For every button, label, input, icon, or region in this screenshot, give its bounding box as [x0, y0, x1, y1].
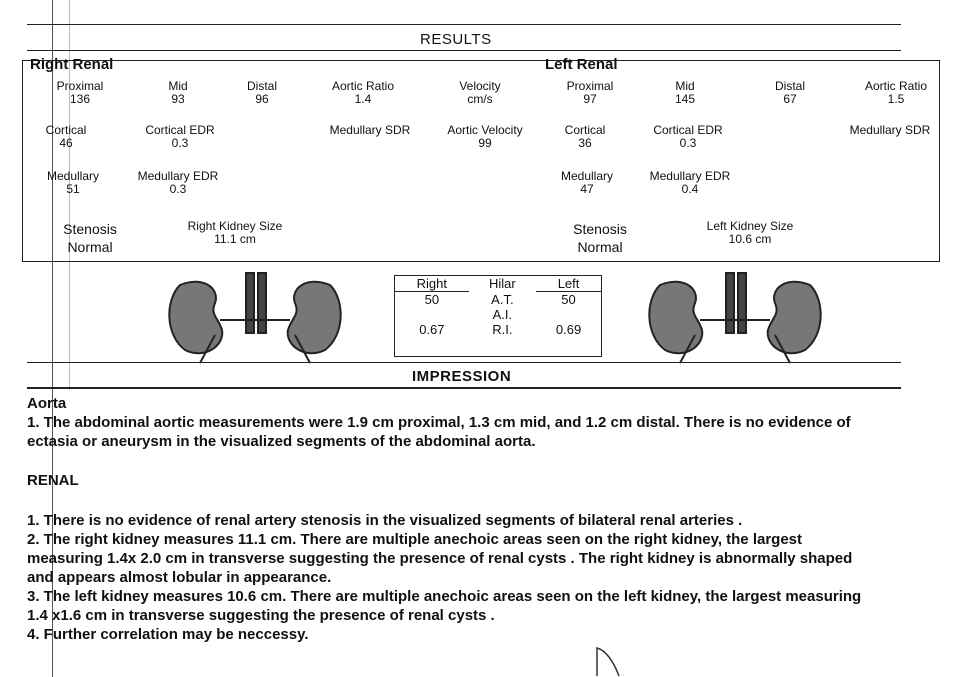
hilar-table — [395, 276, 601, 337]
renal-line-2: 2. The right kidney measures 11.1 cm. There are multiple anechoic areas seen on the right kidney, the largest — [27, 531, 803, 548]
renal-line-3: measuring 1.4x 2.0 cm in transverse suggesting the presence of renal cysts . The right kidney is abnormally shaped — [27, 550, 853, 567]
table-cell — [536, 307, 601, 322]
kidneys-illustration-left — [640, 265, 830, 365]
right-renal-heading: Right Renal — [30, 56, 114, 73]
results-title: RESULTS — [420, 31, 492, 48]
hilar-header-right: Right — [395, 276, 469, 292]
aortic-velocity: Aortic Velocity 99 — [447, 123, 523, 150]
table-cell: A.T. — [491, 291, 514, 307]
velocity-unit: Velocity cm/s — [459, 79, 501, 106]
left-medullary-edr: Medullary EDR 0.4 — [649, 169, 731, 196]
hilar-header-hilar: Hilar — [489, 276, 516, 292]
right-mid: Mid 93 — [168, 79, 188, 106]
table-cell: 0.67 — [419, 322, 445, 337]
left-medullary: Medullary 47 — [560, 169, 614, 196]
left-medullary-sdr: Medullary SDR — [849, 123, 931, 137]
signature-mark — [585, 640, 645, 677]
impression-top-rule — [27, 362, 901, 363]
right-medullary-edr: Medullary EDR 0.3 — [137, 169, 219, 196]
renal-line-7: 4. Further correlation may be neccessy. — [27, 626, 309, 643]
table-cell: 50 — [561, 292, 576, 307]
right-distal: Distal 96 — [246, 79, 277, 106]
right-cortical-edr: Cortical EDR 0.3 — [145, 123, 215, 150]
renal-line-5: 3. The left kidney measures 10.6 cm. There are multiple anechoic areas seen on the left kidney, the largest measuring — [27, 588, 862, 605]
left-proximal: Proximal 97 — [566, 79, 614, 106]
left-cortical: Cortical 36 — [564, 123, 606, 150]
right-cortical: Cortical 46 — [45, 123, 87, 150]
left-kidney-size: Left Kidney Size 10.6 cm — [706, 219, 794, 246]
table-cell: A.I. — [492, 307, 513, 322]
left-aortic-ratio: Aortic Ratio 1.5 — [864, 79, 928, 106]
right-proximal: Proximal 136 — [56, 79, 104, 106]
table-row — [395, 322, 601, 337]
renal-line-1: 1. There is no evidence of renal artery stenosis in the visualized segments of bilateral renal arteries . — [27, 512, 743, 529]
aorta-heading: Aorta — [27, 395, 67, 412]
table-cell: 50 — [424, 292, 440, 307]
renal-heading: RENAL — [27, 472, 79, 489]
right-stenosis: Stenosis Normal — [63, 221, 117, 255]
hilar-table-box — [394, 275, 602, 357]
aorta-line-1: 1. The abdominal aortic measurements were 1.9 cm proximal, 1.3 cm mid, and 1.2 cm distal. There is no evidence of — [27, 414, 851, 431]
kidneys-illustration-right — [160, 265, 350, 365]
hilar-header-left: Left — [536, 276, 601, 292]
table-cell: 0.69 — [555, 322, 582, 337]
right-aortic-ratio: Aortic Ratio 1.4 — [331, 79, 395, 106]
impression-title: IMPRESSION — [412, 368, 512, 385]
left-cortical-edr: Cortical EDR 0.3 — [653, 123, 723, 150]
impression-bottom-rule — [27, 387, 901, 389]
results-bottom-rule — [27, 50, 901, 51]
aorta-line-2: ectasia or aneurysm in the visualized segments of the abdominal aorta. — [27, 433, 536, 450]
table-row — [395, 307, 601, 322]
right-kidney-size: Right Kidney Size 11.1 cm — [187, 219, 283, 246]
renal-line-6: 1.4 x1.6 cm in transverse suggesting the presence of renal cysts . — [27, 607, 495, 624]
table-row — [395, 292, 601, 308]
results-top-rule — [27, 24, 901, 25]
table-row — [395, 276, 601, 292]
renal-line-4: and appears almost lobular in appearance. — [27, 569, 332, 586]
left-distal: Distal 67 — [774, 79, 805, 106]
left-renal-heading: Left Renal — [545, 56, 618, 73]
table-cell: R.I. — [492, 322, 513, 337]
right-medullary: Medullary 51 — [46, 169, 100, 196]
table-cell — [395, 307, 469, 322]
left-stenosis: Stenosis Normal — [573, 221, 627, 255]
left-mid: Mid 145 — [674, 79, 696, 106]
right-medullary-sdr: Medullary SDR — [329, 123, 411, 137]
